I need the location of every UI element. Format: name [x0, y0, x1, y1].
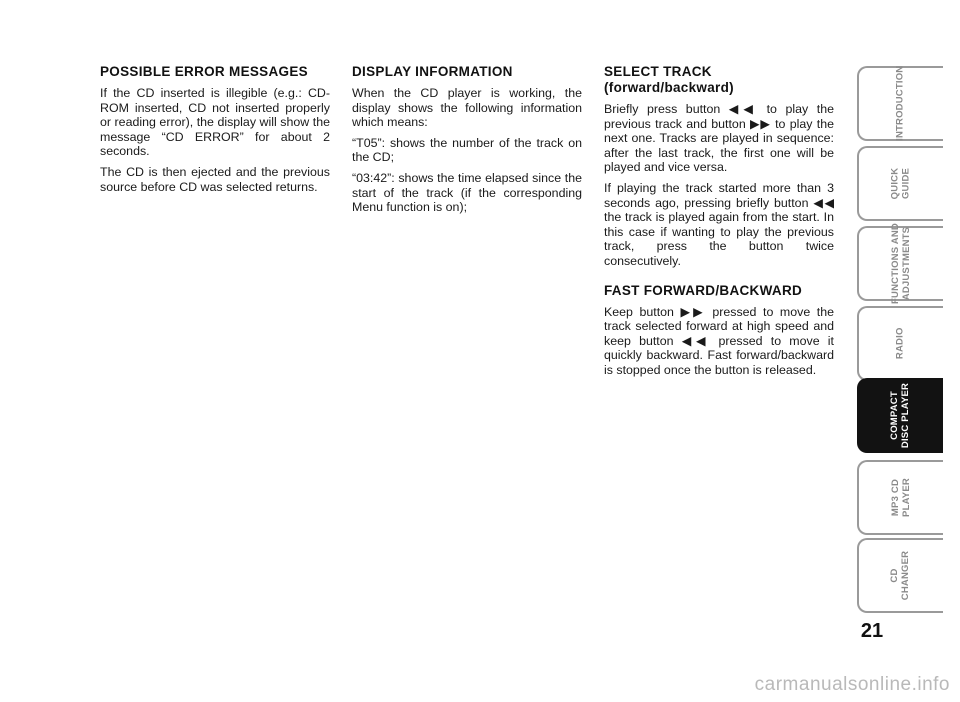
- tab-label: COMPACT DISC PLAYER: [889, 382, 911, 449]
- tab-label: FUNCTIONS AND ADJUSTMENTS: [889, 223, 911, 304]
- section-heading: DISPLAY INFORMATION: [352, 64, 513, 79]
- column-select-track: [604, 64, 834, 384]
- paragraph: The CD is then ejected and the previous source before CD was selected returns.: [100, 164, 330, 194]
- paragraph: Keep button ▶▶ pressed to move the track selected forward at high speed and keep button ◀◀ pressed to move it quickly backward. Fast forward/backward is stopped once the button is released.: [604, 304, 834, 377]
- tab-quick-guide[interactable]: [857, 146, 943, 221]
- tab-label: RADIO: [894, 327, 906, 360]
- paragraph: If playing the track started more than 3 seconds ago, pressing briefly button ◀◀ the track is played again from the start. In this case if wanting to play the previous track, press the button twice consecutively.: [604, 180, 834, 268]
- tab-compact-disc-player[interactable]: [857, 378, 943, 453]
- paragraph: “03:42”: shows the time elapsed since the start of the track (if the corresponding Menu function is on);: [352, 170, 582, 215]
- column-display-information: [352, 64, 582, 221]
- tab-mp3-cd-player[interactable]: [857, 460, 943, 535]
- page-number: 21: [860, 620, 884, 642]
- section-heading: SELECT TRACK (forward/backward): [604, 64, 734, 95]
- section-heading: POSSIBLE ERROR MESSAGES: [100, 64, 308, 79]
- tab-label: QUICK GUIDE: [889, 167, 911, 200]
- paragraph: Briefly press button ◀◀ to play the previous track and button ▶▶ to play the next one. Tracks are played in sequence: after the last track, the first one will be played and vice versa.: [604, 102, 834, 175]
- column-error-messages: [100, 64, 330, 200]
- paragraph: When the CD player is working, the display shows the following information which means:: [352, 86, 582, 130]
- paragraph: “T05”: shows the number of the track on the CD;: [352, 135, 582, 165]
- tab-label: MP3 CD PLAYER: [889, 478, 911, 517]
- tab-introduction[interactable]: [857, 66, 943, 141]
- section-heading: FAST FORWARD/BACKWARD: [604, 282, 803, 298]
- tab-radio[interactable]: [857, 306, 943, 381]
- tab-label: INTRODUCTION: [894, 65, 906, 142]
- tab-label: CD CHANGER: [889, 550, 911, 601]
- watermark: carmanualsonline.info: [754, 674, 950, 695]
- paragraph: If the CD inserted is illegible (e.g.: CD-ROM inserted, CD not inserted properly or reading error), the display will show the message “CD ERROR” for about 2 seconds.: [100, 86, 330, 159]
- tab-functions-and-adjustments[interactable]: [857, 223, 943, 304]
- tab-cd-changer[interactable]: [857, 538, 943, 613]
